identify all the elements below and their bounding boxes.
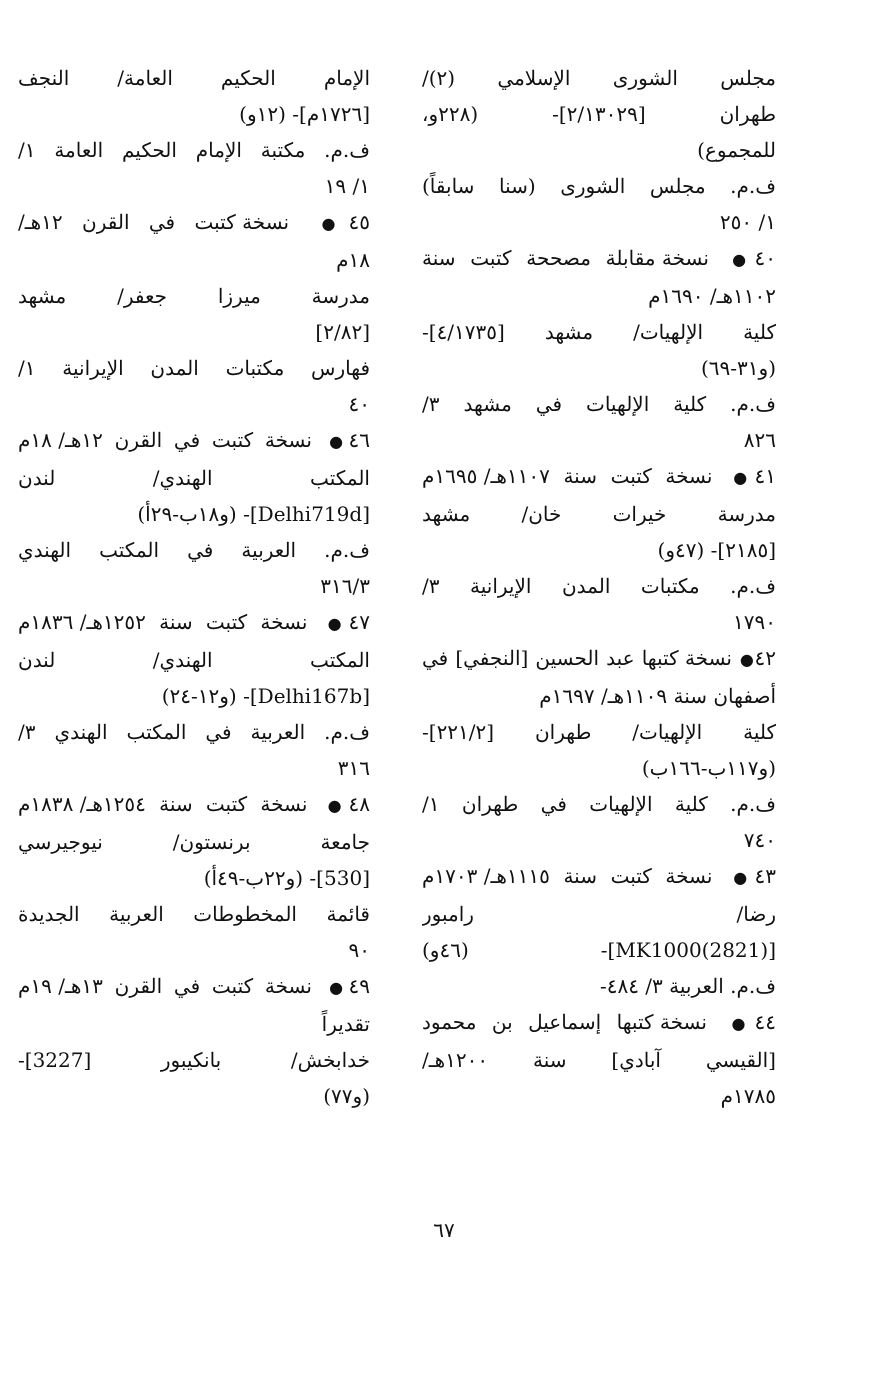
entry-line xyxy=(18,824,370,860)
entry-line xyxy=(18,60,370,96)
entry-text: ٨٢٦ xyxy=(743,428,776,452)
entry-line xyxy=(422,640,776,678)
entry-text: نسخة كتبها إسماعيل بن محمود xyxy=(422,1010,707,1034)
entry-line xyxy=(18,1006,370,1042)
catalog-entry xyxy=(422,458,776,640)
entry-text: ف.م. مكتبة الإمام الحكيم العامة ١/ xyxy=(18,138,370,162)
entry-line xyxy=(422,422,776,458)
entry-line xyxy=(422,386,776,422)
entry-text: ١٧٨٥م xyxy=(720,1084,776,1108)
entry-line xyxy=(422,968,776,1004)
entry-number: ٤٤ xyxy=(754,1010,776,1034)
entry-line xyxy=(422,1078,776,1114)
entry-line xyxy=(422,240,776,278)
entry-line xyxy=(422,786,776,822)
entry-text: نسخة كتبها عبد الحسين [النجفي] في xyxy=(422,646,732,670)
bullet-icon: ● xyxy=(320,796,349,815)
entry-line xyxy=(422,458,776,496)
entry-line xyxy=(422,204,776,240)
entry-text: ٧٤٠ xyxy=(743,828,776,852)
entry-line xyxy=(18,1078,370,1114)
entry-line xyxy=(422,278,776,314)
entry-text: كلية الإلهيات/ مشهد [٤/١٧٣٥]- xyxy=(422,320,776,344)
entry-line xyxy=(422,604,776,640)
entry-line xyxy=(18,1042,370,1078)
entry-line xyxy=(18,132,370,168)
entry-text: نسخة كتبت في القرن ١٢هـ/ xyxy=(18,210,290,234)
entry-line xyxy=(422,568,776,604)
entry-line xyxy=(18,168,370,204)
entry-text: فهارس مكتبات المدن الإيرانية ١/ xyxy=(18,356,370,380)
entry-line xyxy=(422,532,776,568)
entry-line xyxy=(18,750,370,786)
entry-text: نسخة كتبت في القرن ١٢هـ/ ١٨م xyxy=(18,428,312,452)
entry-text: نسخة مقابلة مصححة كتبت سنة xyxy=(422,246,709,270)
entry-number: ٤٥ xyxy=(348,210,370,234)
entry-text: [Delhi719d]- (و١٨ب-٢٩أ) xyxy=(137,502,370,526)
entry-text: [٢١٨٥]- (٤٧و) xyxy=(657,538,776,562)
entry-text: تقديراً xyxy=(321,1012,370,1036)
catalog-entry xyxy=(422,858,776,1004)
entry-line xyxy=(18,314,370,350)
entry-text: ١/ ٢٥٠ xyxy=(719,210,776,234)
entry-text: ف.م. كلية الإلهيات في مشهد ٣/ xyxy=(422,392,776,416)
entry-text: (و٧٧) xyxy=(323,1084,370,1108)
entry-line xyxy=(18,278,370,314)
entry-line xyxy=(18,422,370,460)
entry-number: ٤٠ xyxy=(754,246,776,270)
entry-text: مجلس الشورى الإسلامي (٢)/ xyxy=(422,66,776,90)
entry-line xyxy=(18,604,370,642)
entry-text: ف.م. مكتبات المدن الإيرانية ٣/ xyxy=(422,574,776,598)
bullet-icon: ● xyxy=(308,214,349,233)
entry-text: طهران [٢/١٣٠٢٩]- (٢٢٨و، xyxy=(422,102,776,126)
entry-text: [530]- (و٢٢ب-٤٩أ) xyxy=(203,866,370,890)
entry-text: ١/ ١٩ xyxy=(324,174,370,198)
bullet-icon: ● xyxy=(726,468,755,487)
entry-line xyxy=(18,350,370,386)
entry-text: المكتب الهندي/ لندن xyxy=(18,648,370,672)
entry-text: نسخة كتبت سنة ١٢٥٢هـ/ ١٨٣٦م xyxy=(18,610,308,634)
entry-line xyxy=(422,314,776,350)
entry-text: [Delhi167b]- (و١٢-٢٤) xyxy=(161,684,370,708)
entry-text: ف.م. كلية الإلهيات في طهران ١/ xyxy=(422,792,776,816)
entry-number: ٤٢ xyxy=(754,646,776,670)
entry-number: ٤٣ xyxy=(754,864,776,888)
entry-text: للمجموع) xyxy=(697,138,776,162)
entry-text: [MK1000(2821)]- (٤٦و) xyxy=(422,938,776,962)
catalog-entry xyxy=(18,604,370,786)
entry-line xyxy=(422,132,776,168)
entry-text: ١١٠٢هـ/ ١٦٩٠م xyxy=(648,284,776,308)
left-column xyxy=(18,60,370,1114)
entry-text: ٣١٦ xyxy=(337,756,370,780)
entry-line xyxy=(18,460,370,496)
entry-number: ٤٨ xyxy=(348,792,370,816)
entry-text: ٣١٦/٣ xyxy=(320,574,370,598)
entry-text: نسخة كتبت سنة ١٢٥٤هـ/ ١٨٣٨م xyxy=(18,792,308,816)
entry-line xyxy=(18,568,370,604)
bullet-icon: ● xyxy=(722,1014,755,1033)
entry-text: (و٣١-٦٩) xyxy=(700,356,776,380)
entry-line xyxy=(18,786,370,824)
entry-number: ٤٧ xyxy=(348,610,370,634)
entry-line xyxy=(18,932,370,968)
entry-line xyxy=(422,750,776,786)
entry-number: ٤١ xyxy=(754,464,776,488)
entry-line xyxy=(18,642,370,678)
entry-line xyxy=(422,1042,776,1078)
entry-line xyxy=(18,496,370,532)
entry-line xyxy=(18,532,370,568)
entry-text: خدابخش/ بانكيبور [3227]- xyxy=(18,1048,370,1072)
bullet-icon: ● xyxy=(739,650,755,669)
entry-text: ١٧٩٠ xyxy=(733,610,776,634)
entry-text: رضا/ رامبور xyxy=(422,902,776,926)
entry-line xyxy=(18,896,370,932)
entry-text: [١٧٢٦م]- (١٢و) xyxy=(239,102,370,126)
entry-text: مدرسة خيرات خان/ مشهد xyxy=(422,502,776,526)
catalog-entry xyxy=(18,204,370,422)
page-number: ٦٧ xyxy=(433,1218,455,1242)
entry-text: ف.م. العربية ٣/ ٤٨٤- xyxy=(599,974,776,998)
entry-line xyxy=(422,822,776,858)
entry-line xyxy=(422,714,776,750)
entry-continuation xyxy=(422,60,776,240)
catalog-entry xyxy=(18,968,370,1114)
entry-line xyxy=(422,496,776,532)
entry-text: ٤٠ xyxy=(348,392,370,416)
entry-line xyxy=(422,96,776,132)
entry-text: [القيسي آبادي] سنة ١٢٠٠هـ/ xyxy=(422,1048,776,1072)
entry-line xyxy=(18,242,370,278)
entry-text: نسخة كتبت في القرن ١٣هـ/ ١٩م xyxy=(18,974,312,998)
entry-line xyxy=(422,896,776,932)
right-column xyxy=(422,60,776,1114)
entry-text: نسخة كتبت سنة ١١١٥هـ/ ١٧٠٣م xyxy=(422,864,713,888)
entry-line xyxy=(422,1004,776,1042)
entry-line xyxy=(18,968,370,1006)
catalog-entry xyxy=(422,240,776,458)
entry-text: ١٨م xyxy=(336,248,370,272)
entry-text: ٩٠ xyxy=(348,938,370,962)
entry-text: المكتب الهندي/ لندن xyxy=(18,466,370,490)
entry-line xyxy=(18,678,370,714)
entry-line xyxy=(422,858,776,896)
entry-text: ف.م. العربية في المكتب الهندي xyxy=(18,538,370,562)
entry-number: ٤٦ xyxy=(348,428,370,452)
entry-text: كلية الإلهيات/ طهران [٢٢١/٢]- xyxy=(422,720,776,744)
entry-line xyxy=(422,60,776,96)
entry-continuation xyxy=(18,60,370,204)
entry-line xyxy=(18,386,370,422)
bullet-icon: ● xyxy=(320,614,349,633)
entry-line xyxy=(18,714,370,750)
entry-line xyxy=(422,932,776,968)
entry-text: ف.م. مجلس الشورى (سنا سابقاً) xyxy=(422,174,776,198)
entry-line xyxy=(422,350,776,386)
catalog-entry xyxy=(18,786,370,968)
entry-line xyxy=(18,204,370,242)
catalog-entry xyxy=(422,640,776,858)
bullet-icon: ● xyxy=(323,978,349,997)
bullet-icon: ● xyxy=(726,868,755,887)
entry-text: [٢/٨٢] xyxy=(315,320,370,344)
entry-text: نسخة كتبت سنة ١١٠٧هـ/ ١٦٩٥م xyxy=(422,464,713,488)
entry-line xyxy=(422,168,776,204)
entry-text: أصفهان سنة ١١٠٩هـ/ ١٦٩٧م xyxy=(539,684,776,708)
entry-number: ٤٩ xyxy=(348,974,370,998)
bullet-icon: ● xyxy=(323,432,349,451)
entry-text: جامعة برنستون/ نيوجيرسي xyxy=(18,830,370,854)
catalog-entry xyxy=(422,1004,776,1114)
entry-line xyxy=(18,96,370,132)
entry-text: مدرسة ميرزا جعفر/ مشهد xyxy=(18,284,370,308)
bullet-icon: ● xyxy=(723,250,755,269)
entry-line xyxy=(422,678,776,714)
entry-text: قائمة المخطوطات العربية الجديدة xyxy=(18,902,370,926)
entry-text: الإمام الحكيم العامة/ النجف xyxy=(18,66,370,90)
entry-line xyxy=(18,860,370,896)
catalog-entry xyxy=(18,422,370,604)
entry-text: ف.م. العربية في المكتب الهندي ٣/ xyxy=(18,720,370,744)
entry-text: (و١١٧ب-١٦٦ب) xyxy=(641,756,776,780)
